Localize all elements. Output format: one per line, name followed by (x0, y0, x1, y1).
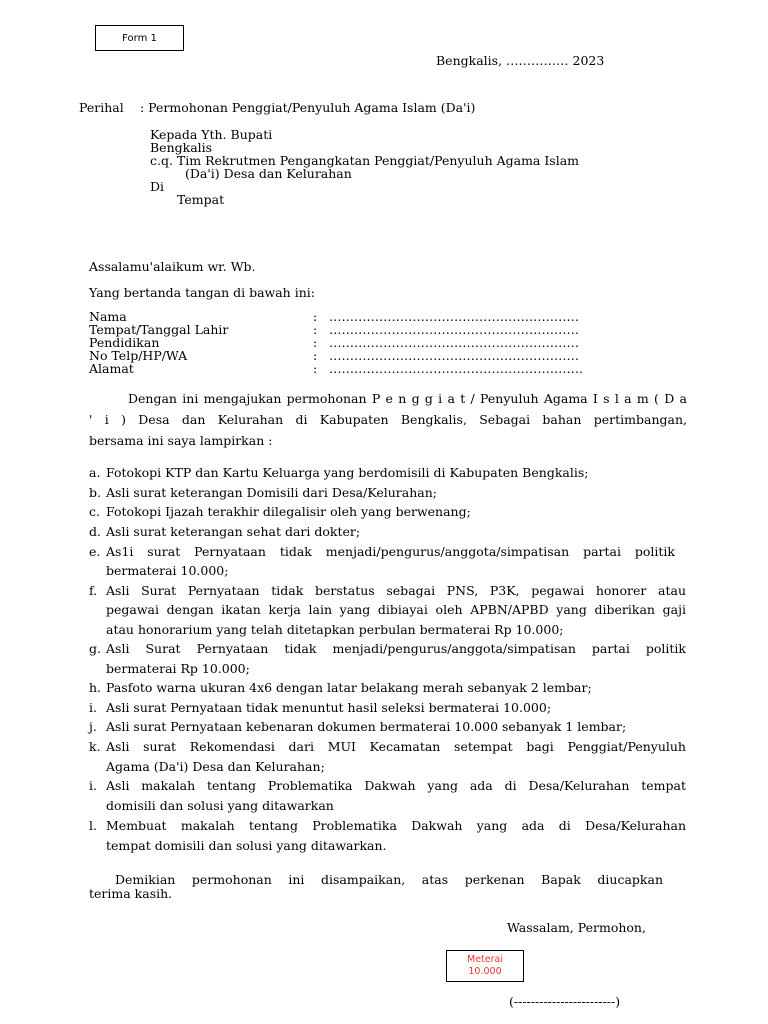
list-item: Fotokopi Ijazah terakhir dilegalisir oleh yang berwenang; (106, 504, 471, 519)
list-letter: a. (89, 465, 101, 480)
field-colon: : (313, 309, 318, 324)
list-letter: j. (89, 719, 97, 734)
recipient-line-3: c.q. Tim Rekrutmen Pengangkatan Penggiat/Penyuluh Agama Islam (150, 153, 580, 168)
field-row-alamat (89, 362, 609, 375)
greeting: Assalamu'alaikum wr. Wb. (89, 259, 256, 274)
attachment-list (89, 465, 689, 865)
signature-line: (------------------------) (509, 994, 621, 1009)
field-colon: : (313, 322, 318, 337)
list-item-continuation: bermaterai Rp 10.000; (106, 661, 250, 676)
form-label: Form 1 (122, 32, 157, 44)
field-colon: : (313, 335, 318, 350)
list-letter: c. (89, 504, 100, 519)
paragraph-line-1: Dengan ini mengajukan permohonan P e n g g i a t / Penyuluh Agama I s l a m ( D a (128, 391, 687, 406)
recipient-line-6: Tempat (177, 192, 225, 207)
list-item-continuation: Agama (Da'i) Desa dan Kelurahan; (106, 759, 325, 774)
signoff: Wassalam, Permohon, (507, 920, 646, 935)
list-item: Membuat makalah tentang Problematika Dakwah yang ada di Desa/Kelurahan (106, 818, 686, 833)
list-item: Pasfoto warna ukuran 4x6 dengan latar belakang merah sebanyak 2 lembar; (106, 680, 592, 695)
list-letter: l. (89, 818, 97, 833)
paragraph-line-2: ' i ) Desa dan Kelurahan di Kabupaten Bengkalis, Sebagai bahan pertimbangan, (89, 412, 687, 427)
list-letter: e. (89, 544, 101, 559)
list-item: Asli surat keterangan sehat dari dokter; (106, 524, 361, 539)
closing-line-1: Demikian permohonan ini disampaikan, atas perkenan Bapak diucapkan (115, 872, 663, 887)
list-item: Asli surat keterangan Domisili dari Desa/Kelurahan; (106, 485, 437, 500)
list-letter: h. (89, 680, 102, 695)
perihal-label: Perihal (79, 100, 124, 115)
list-item-continuation: bermaterai 10.000; (106, 563, 229, 578)
recipient-line-4: (Da'i) Desa dan Kelurahan (185, 166, 352, 181)
list-letter: i. (89, 700, 97, 715)
list-letter: d. (89, 524, 101, 539)
list-item-continuation: atau honorarium yang telah ditetapkan perbulan bermaterai Rp 10.000; (106, 622, 564, 637)
field-dots: …………………………………………………… (329, 322, 579, 337)
field-dots: …………………………………………………… (329, 309, 579, 324)
field-label: Nama (89, 309, 127, 324)
recipient-line-2: Bengkalis (150, 140, 213, 155)
recipient-line-5: Di (150, 179, 165, 194)
list-letter: i. (89, 778, 97, 793)
paragraph-line-3: bersama ini saya lampirkan : (89, 433, 273, 448)
list-item-continuation: pegawai dengan ikatan kerja lain yang dibiayai oleh APBN/APBD yang diberikan gaji (106, 602, 686, 617)
field-dots: …………………………………………………… (329, 335, 579, 350)
field-colon: : (313, 361, 318, 376)
list-letter: k. (89, 739, 101, 754)
closing-line-2: terima kasih. (89, 886, 173, 901)
place-date: Bengkalis, …………… 2023 (436, 53, 605, 68)
list-item: Asli Surat Pernyataan tidak menjadi/pengurus/anggota/simpatisan partai politik (106, 641, 686, 656)
intro-text: Yang bertanda tangan di bawah ini: (89, 285, 315, 300)
identity-fields (89, 310, 609, 375)
list-item: Fotokopi KTP dan Kartu Keluarga yang berdomisili di Kabupaten Bengkalis; (106, 465, 589, 480)
field-dots: …………………………………………………… (329, 348, 579, 363)
field-label: Pendidikan (89, 335, 160, 350)
list-letter: g. (89, 641, 101, 656)
list-item: Asli surat Rekomendasi dari MUI Kecamatan setempat bagi Penggiat/Penyuluh (106, 739, 686, 754)
field-label: No Telp/HP/WA (89, 348, 188, 363)
list-item-continuation: tempat domisili dan solusi yang ditawarkan. (106, 838, 387, 853)
list-item: Asli surat Pernyataan tidak menuntut hasil seleksi bermaterai 10.000; (106, 700, 552, 715)
field-colon: : (313, 348, 318, 363)
list-item: Asli surat Pernyataan kebenaran dokumen bermaterai 10.000 sebanyak 1 lembar; (106, 719, 627, 734)
list-item: Asli Surat Pernyataan tidak berstatus sebagai PNS, P3K, pegawai honorer atau (106, 583, 686, 598)
form-label-box (95, 25, 184, 51)
meterai-value: 10.000 (468, 966, 502, 977)
list-item-continuation: domisili dan solusi yang ditawarkan (106, 798, 334, 813)
list-item: Asli makalah tentang Problematika Dakwah yang ada di Desa/Kelurahan tempat (106, 778, 686, 793)
list-letter: f. (89, 583, 98, 598)
list-letter: b. (89, 485, 101, 500)
field-dots: ……………………………………………………. (329, 361, 583, 376)
recipient-line-1: Kepada Yth. Bupati (150, 127, 273, 142)
list-item: As1i surat Pernyataan tidak menjadi/pengurus/anggota/simpatisan partai politik (106, 544, 675, 559)
field-label: Tempat/Tanggal Lahir (89, 322, 229, 337)
meterai-label: Meterai (467, 954, 503, 965)
field-label: Alamat (89, 361, 134, 376)
meterai-stamp-box (446, 950, 524, 982)
perihal-value: : Permohonan Penggiat/Penyuluh Agama Islam (Da'i) (140, 100, 476, 115)
